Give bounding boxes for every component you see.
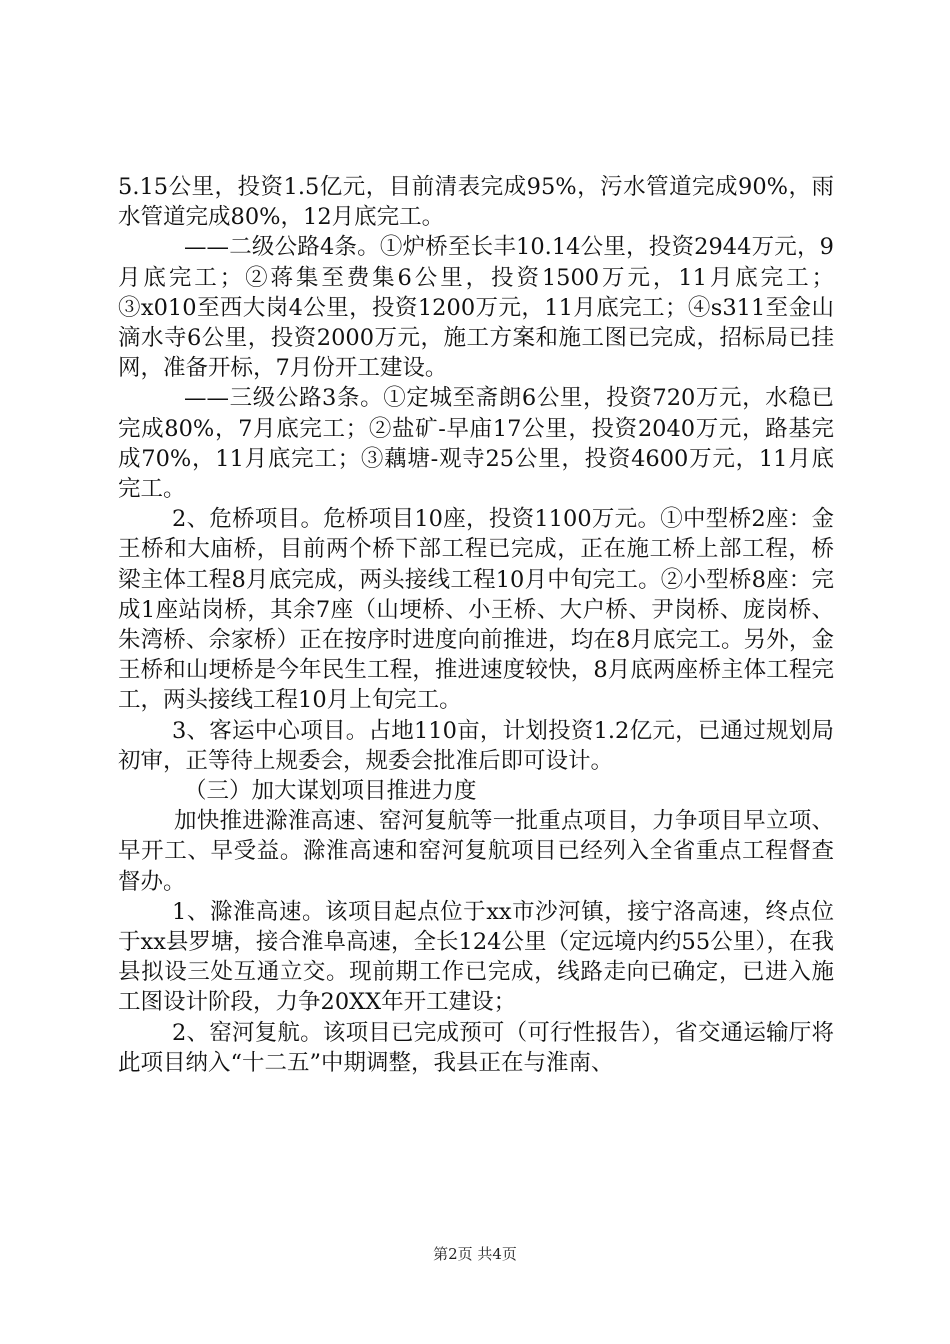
page-footer: 第2页 共4页 <box>433 1245 517 1263</box>
document-body <box>118 172 834 1078</box>
paragraph-3: ——三级公路3条。①定城至斋朗6公里，投资720万元，水稳已完成80%，7月底完工；②盐矿-早庙17公里，投资2040万元，路基完成70%，11月底完工；③藕塘-观寺25公里，投资4600万元，11月底完工。 <box>118 385 834 503</box>
paragraph-5: 3、客运中心项目。占地110亩，计划投资1.2亿元，已通过规划局初审，正等待上规委会，规委会批准后即可设计。 <box>118 717 834 774</box>
paragraph-7: 加快推进滁淮高速、窑河复航等一批重点项目，力争项目早立项、早开工、早受益。滁淮高速和窑河复航项目已经列入全省重点工程督查督办。 <box>118 808 834 895</box>
paragraph-9: 2、窑河复航。该项目已完成预可（可行性报告），省交通运输厅将此项目纳入“十二五”中期调整，我县正在与淮南、 <box>118 1019 834 1076</box>
paragraph-1: 5.15公里，投资1.5亿元，目前清表完成95%，污水管道完成90%，雨水管道完成80%，12月底完工。 <box>118 174 834 231</box>
paragraph-8: 1、滁淮高速。该项目起点位于xx市沙河镇，接宁洛高速，终点位于xx县罗塘，接合淮阜高速，全长124公里（定远境内约55公里），在我县拟设三处互通立交。现前期工作已完成，线路走向已确定，已进入施工图设计阶段，力争20XX年开工建设； <box>118 898 834 1016</box>
paragraph-4: 2、危桥项目。危桥项目10座，投资1100万元。①中型桥2座：金王桥和大庙桥，目前两个桥下部工程已完成，正在施工桥上部工程，桥梁主体工程8月底完成，两头接线工程10月中旬完工。②小型桥8座：完成1座站岗桥，其余7座（山埂桥、小王桥、大户桥、尹岗桥、庞岗桥、朱湾桥、佘家桥）正在按序时进度向前推进，均在8月底完工。另外，金王桥和山埂桥是今年民生工程，推进速度较快，8月底两座桥主体工程完工，两头接线工程10月上旬完工。 <box>118 506 834 714</box>
section-heading: （三）加大谋划项目推进力度 <box>184 778 477 805</box>
paragraph-2: ——二级公路4条。①炉桥至长丰10.14公里，投资2944万元，9月底完工；②蒋集至费集6公里，投资1500万元，11月底完工；③x010至西大岗4公里，投资1200万元，11月底完工；④s311至金山滴水寺6公里，投资2000万元，施工方案和施工图已完成，招标局已挂网，准备开标，7月份开工建设。 <box>118 234 834 382</box>
